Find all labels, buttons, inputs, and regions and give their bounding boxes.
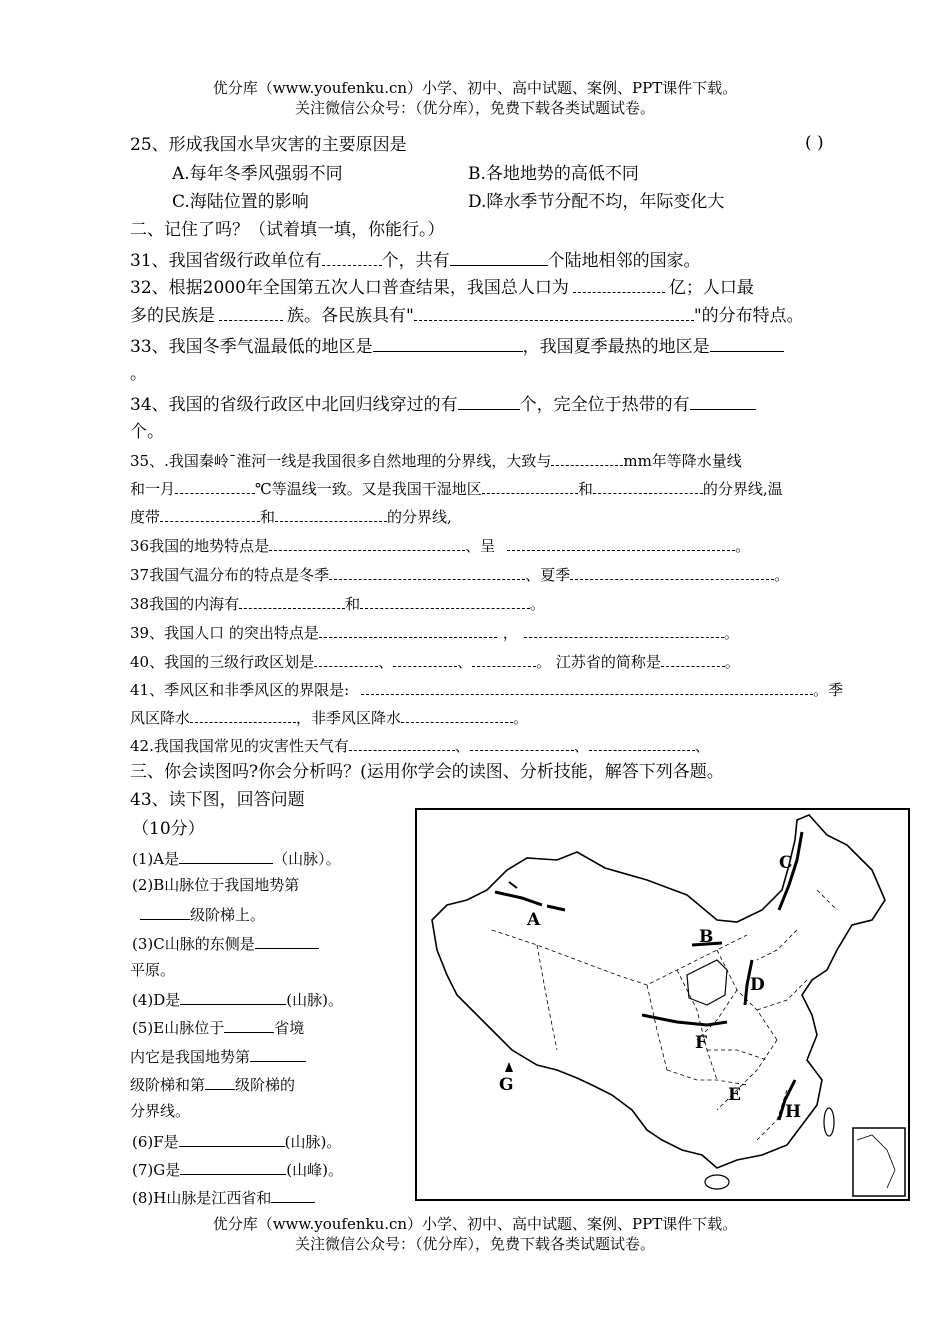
q33-text-a: 33、我国冬季气温最低的地区是 [130,337,373,357]
q36 [130,534,750,558]
q43-s7 [132,1156,343,1182]
q35-text-h: 和 [260,508,276,526]
q37-text-a: 37我国气温分布的特点是冬季 [130,566,330,584]
q42-blank-3[interactable] [589,736,695,751]
q39-blank-2[interactable] [524,623,724,638]
q43-s6 [132,1128,341,1154]
q41-text-c: 风区降水 [130,709,191,727]
map-label-f: F [695,1033,708,1053]
q43-s2-line-1: (2)B山脉位于我国地势第 [132,876,300,894]
peak-g-marker [505,1062,513,1072]
q35-blank-1[interactable] [551,451,623,466]
q35-blank-3[interactable] [482,479,578,494]
q37-blank-2[interactable] [570,565,774,580]
q40-blank-4[interactable] [661,652,725,667]
q34 [130,391,756,417]
q41-line-1 [130,678,843,702]
q35-line-1 [130,449,742,473]
q40-text-c: 、 [457,653,473,671]
q40-blank-1[interactable] [314,652,378,667]
inset-coast [857,1135,895,1188]
q35-blank-6[interactable] [275,507,387,522]
q43-s1-text-b: （山脉）。 [273,850,341,868]
q34-text-a: 34、我国的省级行政区中北回归线穿过的有 [130,395,458,415]
q32-text-e: "的分布特点。 [693,306,804,326]
q35-text-b: mm年等降水量线 [623,452,742,470]
q36-text-a: 36我国的地势特点是 [130,537,270,555]
q35-text-d: ℃等温线一致。又是我国干湿地区 [255,480,482,498]
q39-blank-1[interactable] [319,623,497,638]
q43-s4-text-b: (山脉)。 [286,991,343,1009]
plateau-outline [687,960,727,1005]
q43-s5-text-b: 省境 [274,1019,305,1037]
q32-text-a: 32、根据2000年全国第五次人口普查结果，我国总人口为 [130,278,569,298]
q35-text-e: 和 [577,480,593,498]
q42 [130,734,710,758]
hainan-island [705,1175,729,1189]
china-outline [432,815,885,1168]
q43-s3-line-2: 平原。 [130,961,176,979]
q37-text-b: 、夏季 [525,566,571,584]
q43-s1-blank[interactable] [179,845,273,864]
q31-blank-1[interactable] [322,251,382,266]
q41-text-a: 41、季风区和非季风区的界限是: [130,681,350,699]
q43-s5-line-2 [130,1043,306,1069]
q39-text-a: 39、我国人口 的突出特点是 [130,624,319,642]
q33-end: 。 [130,364,147,384]
q35-text-g: 度带 [130,508,161,526]
q42-blank-2[interactable] [470,736,574,751]
q43-s7-blank[interactable] [180,1156,286,1175]
footer-line-1: 优分库（www.youfenku.cn）小学、初中、高中试题、案例、PPT课件下载。 [212,1215,738,1233]
q43-s5-blank-2[interactable] [250,1043,306,1062]
q43-s7-text-a: (7)G是 [132,1161,181,1179]
q43-s2-blank[interactable] [140,901,190,920]
q39-text-b: ， [502,624,518,642]
q32-blank-1[interactable] [573,278,665,293]
map-label-h: H [785,1102,802,1122]
q43-s6-text-b: (山脉)。 [284,1133,342,1151]
q34-blank-1[interactable] [458,391,520,410]
map-label-g: G [499,1075,514,1095]
map-label-c: C [779,853,793,873]
q42-text-b: 、 [454,737,470,755]
q43-s7-text-b: (山峰)。 [286,1161,343,1179]
q43-s8-blank[interactable] [271,1184,315,1203]
q43-s2-text-b: 级阶梯上。 [190,906,266,924]
q35-blank-5[interactable] [160,507,260,522]
q38 [130,592,545,616]
q40-blank-2[interactable] [393,652,457,667]
q43-s5-line-4: 分界线。 [130,1102,191,1120]
q34-text-b: 个，完全位于热带的有 [519,395,690,415]
q43-s3-line-1 [132,930,319,956]
q40-text-b: 、 [378,653,394,671]
q43-s5-text-c: 内它是我国地势第 [130,1048,251,1066]
taiwan-island [824,1108,834,1136]
q40-text-d: 。 江苏省的简称是 [536,653,661,671]
q38-blank-2[interactable] [360,594,530,609]
q37-blank-1[interactable] [329,565,525,580]
q35-line-2 [130,477,783,501]
q32-text-c: 多的民族是 [130,306,215,326]
q40-blank-3[interactable] [472,652,536,667]
q35-blank-4[interactable] [593,479,703,494]
q35-text-f: 的分界线,温 [702,480,783,498]
q32-line-2 [130,304,804,328]
mountain-range-a [495,892,542,905]
q42-text-a: 42.我国我国常见的灾害性天气有 [130,737,349,755]
q43-s4 [132,986,343,1012]
china-map-drawing [417,810,908,1199]
q43-s2-line-2 [140,901,265,927]
footer-line-2: 关注微信公众号：（优分库），免费下载各类试题试卷。 [294,1235,655,1253]
q43-s4-blank[interactable] [180,986,286,1005]
q35-line-3 [130,505,452,529]
q43-title: 43、读下图，回答问题 [130,790,305,810]
q41-blank-1[interactable] [361,680,813,695]
q43-s3-text-a: (3)C山脉的东侧是 [132,935,255,953]
q31-text-a: 31、我国省级行政单位有 [130,251,322,271]
q42-text-c: 、 [573,737,589,755]
q38-text-a: 38我国的内海有 [130,595,240,613]
q34-end: 个。 [130,422,164,442]
q42-blank-1[interactable] [349,736,455,751]
q43-s5-text-e: 级阶梯的 [235,1076,296,1094]
q33-blank-2[interactable] [710,333,784,352]
q34-blank-2[interactable] [690,391,756,410]
q40 [130,650,740,674]
q36-text-c: 。 [735,537,751,555]
q41-blank-2[interactable] [190,708,296,723]
header-line-1: 优分库（www.youfenku.cn）小学、初中、高中试题、案例、PPT课件下载。 [212,79,738,97]
q37 [130,563,789,587]
q43-s4-text-a: (4)D是 [132,991,181,1009]
q43-s5-text-a: (5)E山脉位于 [132,1019,225,1037]
q32-text-d: 族。各民族具有" [287,306,414,326]
q25-answer-paren: ( ) [805,133,824,153]
q25-stem: 25、形成我国水旱灾害的主要原因是 [130,135,407,155]
q43-s5-blank-3[interactable] [205,1071,235,1090]
q25-option-d: D.降水季节分配不均，年际变化大 [468,192,725,212]
q43-s6-blank[interactable] [179,1128,285,1147]
q43-s1 [132,845,341,871]
q41-line-2 [130,706,528,730]
q43-s3-blank[interactable] [255,930,319,949]
q41-text-e: 。 [513,709,529,727]
q43-s6-text-a: (6)F是 [132,1133,179,1151]
map-label-b: B [699,927,714,947]
q41-blank-3[interactable] [401,708,513,723]
map-label-d: D [750,975,765,995]
header-line-2: 关注微信公众号：（优分库），免费下载各类试题试卷。 [294,99,655,117]
q43-s5-text-d: 级阶梯和第 [130,1076,206,1094]
q31-text-c: 个陆地相邻的国家。 [547,251,701,271]
q33-text-b: ，我国夏季最热的地区是 [522,337,710,357]
q25-option-c: C.海陆位置的影响 [172,192,309,212]
q43-s8-text-a: (8)H山脉是江西省和 [132,1189,272,1207]
q25-option-b: B.各地地势的高低不同 [468,164,639,184]
q32-text-b: 亿；人口最 [668,278,754,298]
q35-text-i: 的分界线, [387,508,452,526]
q25-option-a: A.每年冬季风强弱不同 [172,164,343,184]
mountain-range-a-east [547,906,565,910]
q38-text-c: 。 [530,595,546,613]
q33-blank-1[interactable] [373,333,523,352]
q42-text-d: 、 [694,737,710,755]
q43-s1-text-a: (1)A是 [132,850,180,868]
q43-score: （10分） [132,819,205,839]
q40-text-a: 40、我国的三级行政区划是 [130,653,315,671]
map-label-e: E [728,1085,741,1105]
q41-text-d: ，非季风区降水 [296,709,402,727]
q37-text-c: 。 [774,566,790,584]
q43-s5-line-3 [130,1071,295,1097]
q43-s8 [132,1184,315,1210]
q35-blank-2[interactable] [175,479,255,494]
south-china-sea-inset [853,1128,905,1196]
q43-s5-line-1 [132,1014,304,1040]
q39-text-c: 。 [723,624,739,642]
q40-text-e: 。 [724,653,740,671]
q31-text-b: 个，共有 [381,251,450,271]
section-3-heading: 三、你会读图吗?你会分析吗？(运用你学会的读图、分析技能，解答下列各题。 [130,762,724,782]
mountain-range-a-west [509,882,517,888]
q36-blank-2[interactable] [507,536,735,551]
q36-text-b: 、呈 [465,537,496,555]
q38-blank-1[interactable] [239,594,345,609]
q32-blank-3[interactable] [414,306,694,321]
q41-text-b: 。季 [813,681,844,699]
q36-blank-1[interactable] [269,536,465,551]
section-2-heading: 二、记住了吗？（试着填一填，你能行。） [130,220,445,240]
q32-line-1 [130,276,754,300]
q43-s5-blank-1[interactable] [224,1014,274,1033]
map-label-a: A [527,910,541,930]
q32-blank-2[interactable] [219,306,283,321]
q31 [130,247,701,273]
q33 [130,333,784,359]
q35-text-c: 和一月 [130,480,176,498]
china-map [415,808,910,1201]
q35-text-a: 35、.我国秦岭¯淮河一线是我国很多自然地理的分界线，大致与 [130,452,552,470]
q31-blank-2[interactable] [450,247,548,266]
q38-text-b: 和 [345,595,361,613]
q39 [130,621,739,645]
